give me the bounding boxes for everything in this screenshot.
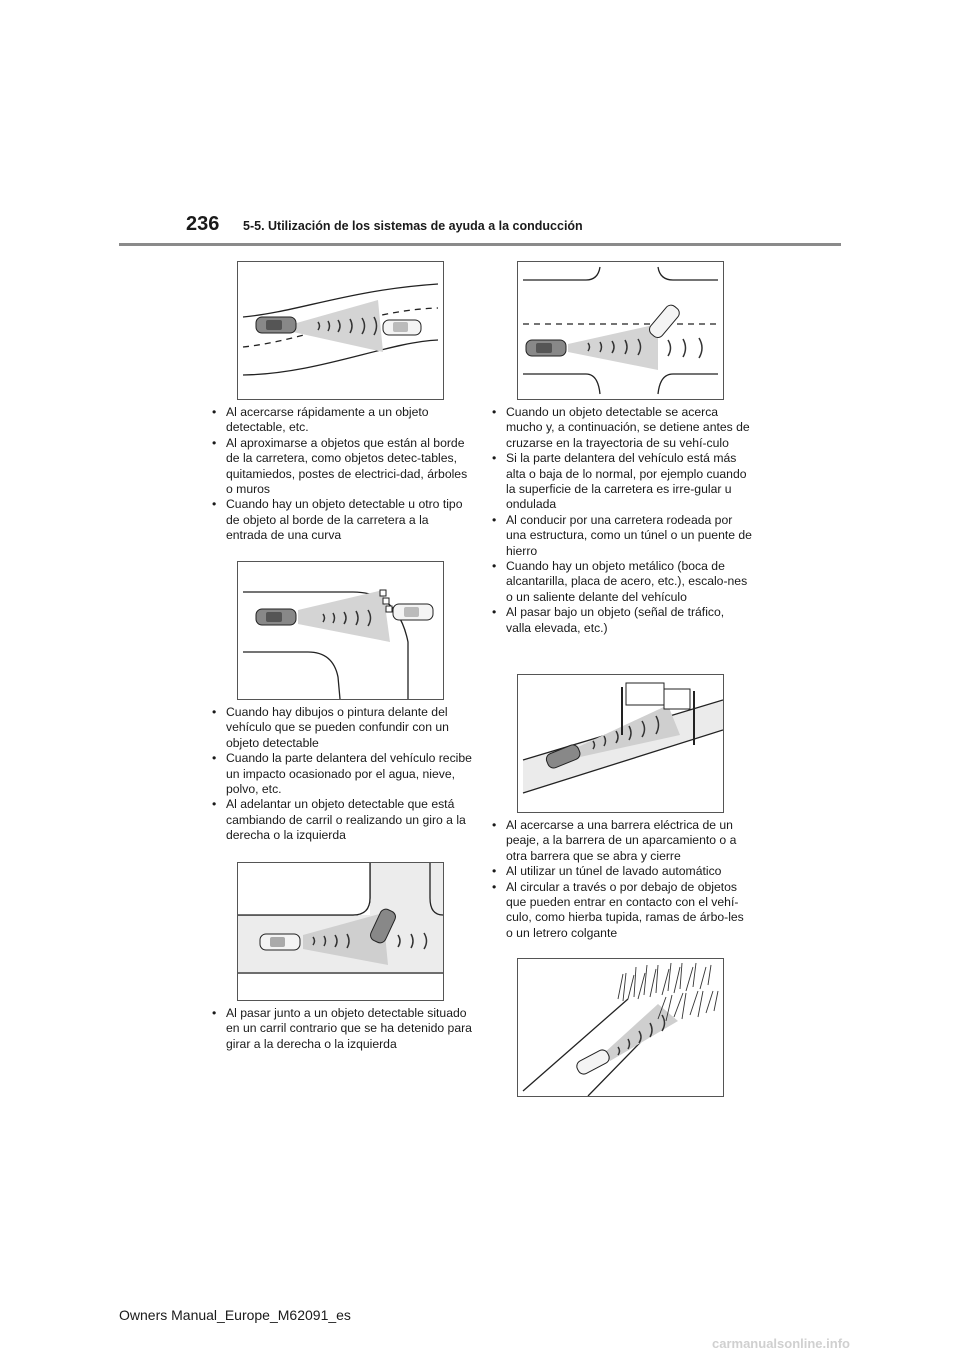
figure-curved-road <box>237 261 444 400</box>
figure-curve-roadside-objects <box>237 561 444 700</box>
list-item: • Cuando hay un objeto detectable u otro tipo de objeto al borde de la carretera a la entrada de una curva <box>210 497 472 543</box>
list-item: • Cuando hay un objeto metálico (boca de alcantarilla, placa de acero, etc.), escalo-nes o un saliente delante del vehículo <box>490 559 752 605</box>
list-item: • Al aproximarse a objetos que están al borde de la carretera, como objetos detec-tables, quitamiedos, postes de electrici-dad, árboles o muros <box>210 436 472 498</box>
page-number: 236 <box>186 213 220 235</box>
left-bullets-3 <box>210 1006 472 1052</box>
list-item: • Al utilizar un túnel de lavado automático <box>490 864 752 879</box>
list-item: • Cuando hay dibujos o pintura delante del vehículo que se pueden confundir con un objeto detectable <box>210 705 472 751</box>
left-bullets-1 <box>210 405 472 544</box>
list-item: • Al pasar bajo un objeto (señal de tráfico, valla elevada, etc.) <box>490 605 752 636</box>
watermark: carmanualsonline.info <box>712 1336 850 1351</box>
list-item: • Cuando un objeto detectable se acerca mucho y, a continuación, se detiene antes de cruzarse en la trayectoria de su vehí-culo <box>490 405 752 451</box>
right-bullets-1 <box>490 405 752 636</box>
figure-overhead-sign <box>517 674 724 813</box>
left-bullets-2 <box>210 705 472 844</box>
header-rule <box>119 243 841 246</box>
list-item: • Al acercarse rápidamente a un objeto detectable, etc. <box>210 405 472 436</box>
figure-crossing-car <box>517 261 724 400</box>
list-item: • Al acercarse a una barrera eléctrica de un peaje, a la barrera de un aparcamiento o a otra barrera que se abra y cierre <box>490 818 752 864</box>
list-item: • Si la parte delantera del vehículo está más alta o baja de lo normal, por ejemplo cuando la superficie de la carretera es irre-gular u ondulada <box>490 451 752 513</box>
footer-text: Owners Manual_Europe_M62091_es <box>119 1307 351 1323</box>
list-item: • Al pasar junto a un objeto detectable situado en un carril contrario que se ha detenido para girar a la derecha o la izquierda <box>210 1006 472 1052</box>
list-item: • Al circular a través o por debajo de objetos que pueden entrar en contacto con el vehí-culo, como hierba tupida, ramas de árbo-les o un letrero colgante <box>490 880 752 942</box>
list-item: • Al adelantar un objeto detectable que está cambiando de carril o realizando un giro a la derecha o la izquierda <box>210 797 472 843</box>
list-item: • Cuando la parte delantera del vehículo recibe un impacto ocasionado por el agua, nieve, polvo, etc. <box>210 751 472 797</box>
section-title: 5-5. Utilización de los sistemas de ayuda a la conducción <box>243 219 583 233</box>
figure-thick-grass <box>517 958 724 1097</box>
figure-oncoming-turn <box>237 862 444 1001</box>
right-bullets-2 <box>490 818 752 941</box>
list-item: • Al conducir por una carretera rodeada por una estructura, como un túnel o un puente de hierro <box>490 513 752 559</box>
